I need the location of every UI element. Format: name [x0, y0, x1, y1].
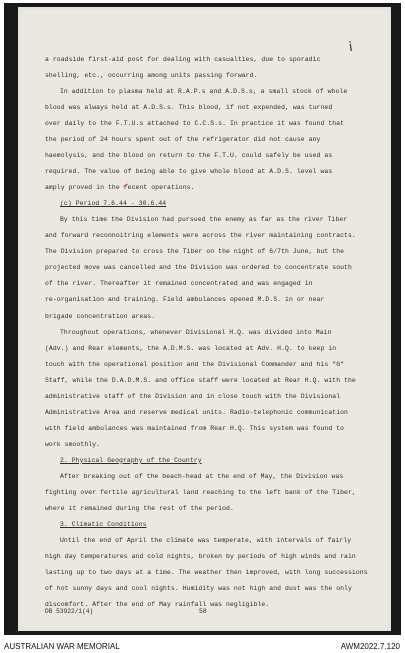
text-line: discomfort. After the end of May rainfall was negligible. — [45, 601, 270, 608]
text-line: blood was always held at A.D.S.s. This blood, if not expended, was turned — [45, 104, 333, 112]
text-line: administrative staff of the Division and in close touch with the Divisional — [45, 392, 341, 400]
text-line: haemolysis, and the blood on return to the F.T.U. could safely be used as — [45, 152, 333, 160]
text-line: the period of 24 hours spent out of the refrigerator did not cause any — [45, 136, 321, 144]
text-line: where it remained during the rest of the period. — [45, 504, 234, 512]
text-line: In addition to plasma held at R.A.P.s and A.D.S.s, a small stock of whole — [60, 88, 348, 96]
handwritten-mark: ⅰ — [347, 39, 354, 56]
text-line: lasting up to two days at a time. The weather then improved, with long successions — [45, 568, 368, 576]
section-heading: 3. Climatic Conditions — [60, 520, 147, 528]
accession-number: AWM2022.7.120 — [340, 642, 400, 651]
text-line: Until the end of April the climate was temperate, with intervals of fairly — [60, 536, 352, 544]
archive-footer — [0, 639, 405, 653]
text-line: over daily to the F.T.U.s attached to C.C.S.s. In practice it was found that — [45, 120, 345, 128]
text-line: touch with the operational position and the Divisional Commander and his "G" — [45, 360, 345, 368]
text-line: projected move was cancelled and the Division was ordered to concentrate south — [45, 264, 352, 272]
text-line: fighting over fertile agricultural land reaching to the left bank of the Tiber, — [45, 488, 356, 496]
text-line: work smoothly. — [45, 440, 101, 448]
page-number: 58 — [199, 608, 207, 615]
text-line: The Division prepared to cross the Tiber on the night of 6/7th June, but the — [45, 248, 345, 256]
text-line: of hot sunny days and cool nights. Humidity was not high and dust was the only — [45, 585, 352, 592]
text-line: After breaking out of the beach-head at the end of May, the Division was — [60, 472, 344, 480]
document-reference: DB 53922/1(4) — [45, 608, 94, 615]
text-line: brigade concentration areas. — [45, 312, 156, 320]
text-line: with field ambulances was maintained from Rear H.Q. This system was found to — [45, 424, 345, 432]
text-line: Throughout operations, whenever Divisional H.Q. was divided into Main — [60, 328, 332, 336]
document-page — [18, 7, 391, 631]
text-line: amply proved in the recent operations. — [45, 184, 195, 192]
text-line: Staff, while the D.A.D.M.S. and office staff were located at Rear H.Q. with the — [45, 376, 356, 384]
text-line: of the river. Thereafter it remained concentrated and was engaged in — [45, 280, 313, 288]
text-line: (Adv.) and Rear elements, the A.D.M.S. was located at Adv. H.Q. to keep in — [45, 344, 337, 352]
text-line: a roadside first-aid post for dealing with casualties, due to sporadic — [45, 56, 321, 63]
section-heading: (c) Period 7.6.44 - 30.6.44 — [60, 200, 167, 208]
institution-name: AUSTRALIAN WAR MEMORIAL — [4, 642, 120, 651]
scan-frame — [4, 3, 401, 635]
text-line: high day temperatures and cold nights, broken by periods of high winds and rain — [45, 552, 356, 560]
text-line: Administrative Area and reserve medical units. Radio-telephonic communication — [45, 408, 348, 416]
text-line: shelling, etc., occurring among units passing forward. — [45, 72, 258, 79]
text-line: By this time the Division had pursued the enemy as far as the river Tiber — [60, 216, 348, 224]
section-heading: 2. Physical Geography of the Country — [60, 456, 202, 464]
text-line: re-organisation and training. Field ambulances opened M.D.S. in or near — [45, 296, 325, 304]
text-line: and forward reconnoitring elements were across the river maintaining contracts. — [45, 232, 356, 240]
text-line: required. The value of being able to give whole blood at A.D.S. level was — [45, 168, 333, 176]
